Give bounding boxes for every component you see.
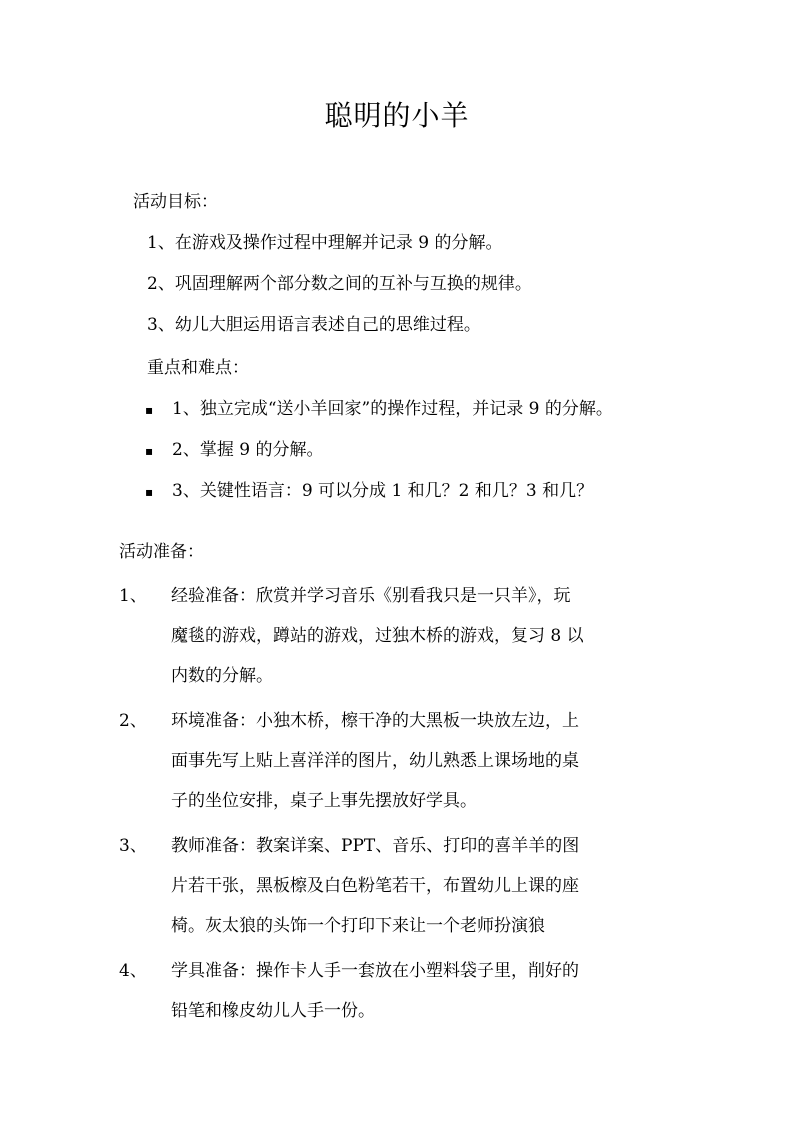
key-points-heading: 重点和难点： bbox=[147, 358, 249, 378]
prep-item-3-line-1: 教师准备：教案详案、PPT、音乐、打印的喜羊羊的图 bbox=[171, 836, 580, 856]
prep-item-1-line-3: 内数的分解。 bbox=[171, 666, 273, 686]
goal-item-2: 2、巩固理解两个部分数之间的互补与互换的规律。 bbox=[147, 274, 532, 294]
prep-item-2-line-2: 面事先写上贴上喜洋洋的图片，幼儿熟悉上课场地的桌 bbox=[171, 751, 579, 771]
preparation-heading: 活动准备： bbox=[119, 542, 204, 562]
prep-item-4-text bbox=[171, 951, 676, 1031]
prep-item-1-number: 1、 bbox=[119, 586, 147, 606]
prep-item-3-line-2: 片若干张，黑板檫及白色粉笔若干，布置幼儿上课的座 bbox=[171, 876, 579, 896]
bullet-icon: ▪ bbox=[145, 403, 154, 417]
prep-item-3-text bbox=[171, 826, 676, 946]
goal-item-1: 1、在游戏及操作过程中理解并记录 9 的分解。 bbox=[147, 233, 503, 253]
prep-item-2-line-1: 环境准备：小独木桥，檫干净的大黑板一块放左边，上 bbox=[171, 711, 579, 731]
goal-item-3: 3、幼儿大胆运用语言表述自己的思维过程。 bbox=[147, 315, 481, 335]
key-point-item-1: 1、独立完成“送小羊回家”的操作过程，并记录 9 的分解。 bbox=[172, 399, 613, 419]
prep-item-4-line-1: 学具准备：操作卡人手一套放在小塑料袋子里，削好的 bbox=[171, 961, 579, 981]
prep-item-4-line-2: 铅笔和橡皮幼儿人手一份。 bbox=[171, 1001, 375, 1021]
prep-item-1-line-1: 经验准备：欣赏并学习音乐《别看我只是一只羊》，玩 bbox=[171, 586, 571, 606]
goals-heading: 活动目标： bbox=[133, 192, 218, 212]
key-point-item-3: 3、关键性语言：9 可以分成 1 和几？2 和几？3 和几？ bbox=[172, 481, 594, 501]
prep-item-3-line-3: 椅。灰太狼的头饰一个打印下来让一个老师扮演狼 bbox=[171, 916, 545, 936]
prep-item-1-line-2: 魔毯的游戏，蹲站的游戏，过独木桥的游戏，复习 8 以 bbox=[171, 626, 584, 646]
bullet-icon: ▪ bbox=[145, 485, 154, 499]
prep-item-2-line-3: 子的坐位安排，桌子上事先摆放好学具。 bbox=[171, 791, 477, 811]
prep-item-2-text bbox=[171, 701, 676, 821]
bullet-icon: ▪ bbox=[145, 444, 154, 458]
prep-item-1-text bbox=[171, 576, 676, 696]
prep-item-3-number: 3、 bbox=[119, 836, 147, 856]
prep-item-4-number: 4、 bbox=[119, 961, 147, 981]
key-point-item-2: 2、掌握 9 的分解。 bbox=[172, 440, 324, 460]
page-title: 聪明的小羊 bbox=[324, 99, 470, 132]
prep-item-2-number: 2、 bbox=[119, 711, 147, 731]
